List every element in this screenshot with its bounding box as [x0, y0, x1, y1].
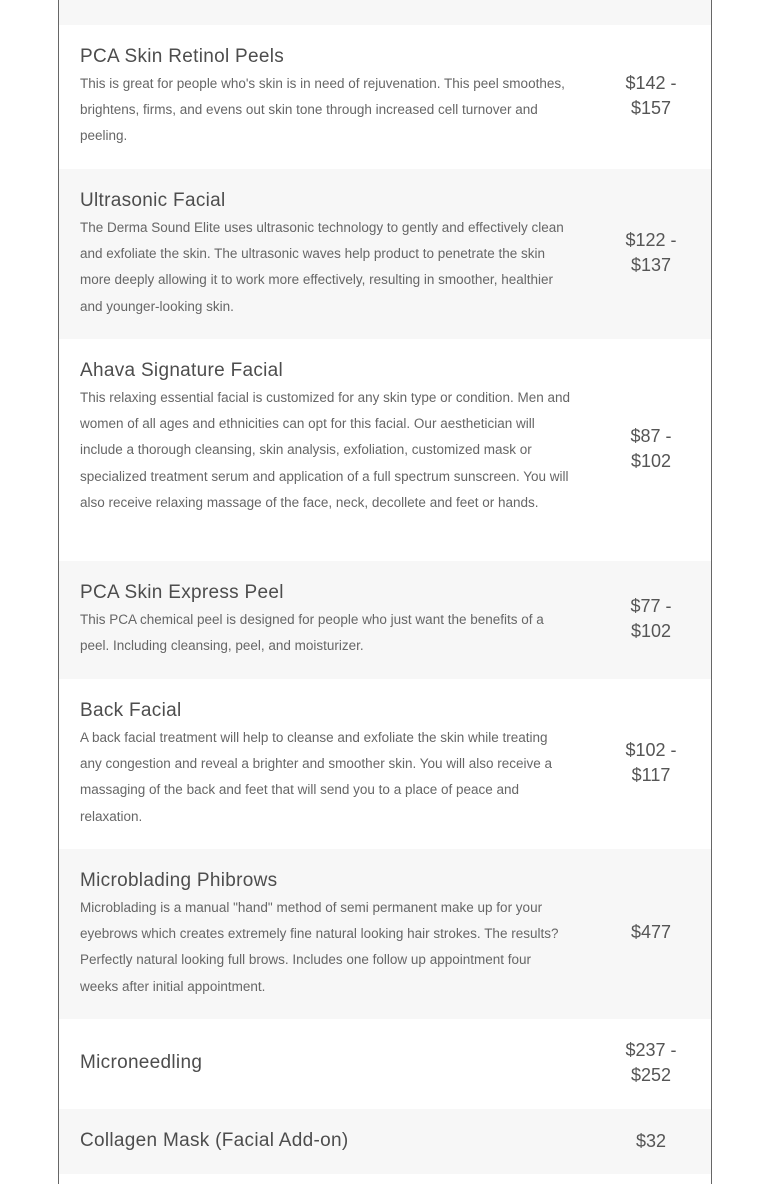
service-description: A back facial treatment will help to cleanse and exfoliate the skin while treating any congestion and reveal a brighter and smoother skin. You will also receive a massaging of the back and feet that will send you to a place of peace and relaxation.: [80, 730, 553, 824]
service-price: $237 - $252: [625, 1040, 677, 1085]
service-item-ultrasonic-facial: [59, 169, 711, 339]
services-panel: [58, 0, 712, 1184]
service-description: This is great for people who's skin is in need of rejuvenation. This peel smoothes, brightens, firms, and evens out skin tone through increased cell turnover and peeling.: [80, 76, 565, 144]
service-item-microblading: [59, 849, 711, 1019]
service-description: The Derma Sound Elite uses ultrasonic technology to gently and effectively clean and exfoliate the skin. The ultrasonic waves help product to penetrate the skin more deeply allowing it to work more effectively, resulting in smoother, healthier and younger-looking skin.: [80, 220, 564, 314]
service-title: Back Facial: [80, 700, 182, 721]
service-title: Microneedling: [80, 1052, 203, 1073]
service-description: This PCA chemical peel is designed for people who just want the benefits of a peel. Including cleansing, peel, and moisturizer.: [80, 612, 544, 654]
service-title: Ahava Signature Facial: [80, 360, 284, 381]
service-description: Microblading is a manual "hand" method of semi permanent make up for your eyebrows which creates extremely fine natural looking hair strokes. The results? Perfectly natural looking full brows. Includes one follow up appointment four weeks after initial appointment.: [80, 900, 559, 994]
service-title: Microblading Phibrows: [80, 870, 278, 891]
service-title: Collagen Mask (Facial Add-on): [80, 1130, 349, 1151]
service-item-microneedling: [59, 1019, 711, 1109]
service-title: Ultrasonic Facial: [80, 190, 226, 211]
service-price: $87 - $102: [630, 426, 672, 471]
list-item-top-partial: [59, 0, 711, 25]
service-title: PCA Skin Retinol Peels: [80, 46, 285, 67]
service-price: $142 - $157: [625, 73, 677, 118]
service-description: This relaxing essential facial is customized for any skin type or condition. Men and women of all ages and ethnicities can opt for this facial. Our aesthetician will include a thorough cleansing, skin analysis, exfoliation, customized mask or specialized treatment serum and application of a full spectrum sunscreen. You will also receive relaxing massage of the face, neck, decollete and feet or hands.: [80, 390, 570, 510]
service-item-retinol-peels: [59, 25, 711, 169]
service-price: $77 - $102: [630, 596, 672, 641]
service-price: $122 - $137: [625, 230, 677, 275]
service-item-collagen-mask: [59, 1109, 711, 1174]
service-price: $477: [630, 922, 672, 942]
service-price: $32: [635, 1131, 667, 1151]
service-item-ahava-facial: [59, 339, 711, 561]
service-item-back-facial: [59, 679, 711, 849]
service-title: PCA Skin Express Peel: [80, 582, 284, 603]
service-item-express-peel: [59, 561, 711, 679]
service-price: $102 - $117: [625, 740, 677, 785]
